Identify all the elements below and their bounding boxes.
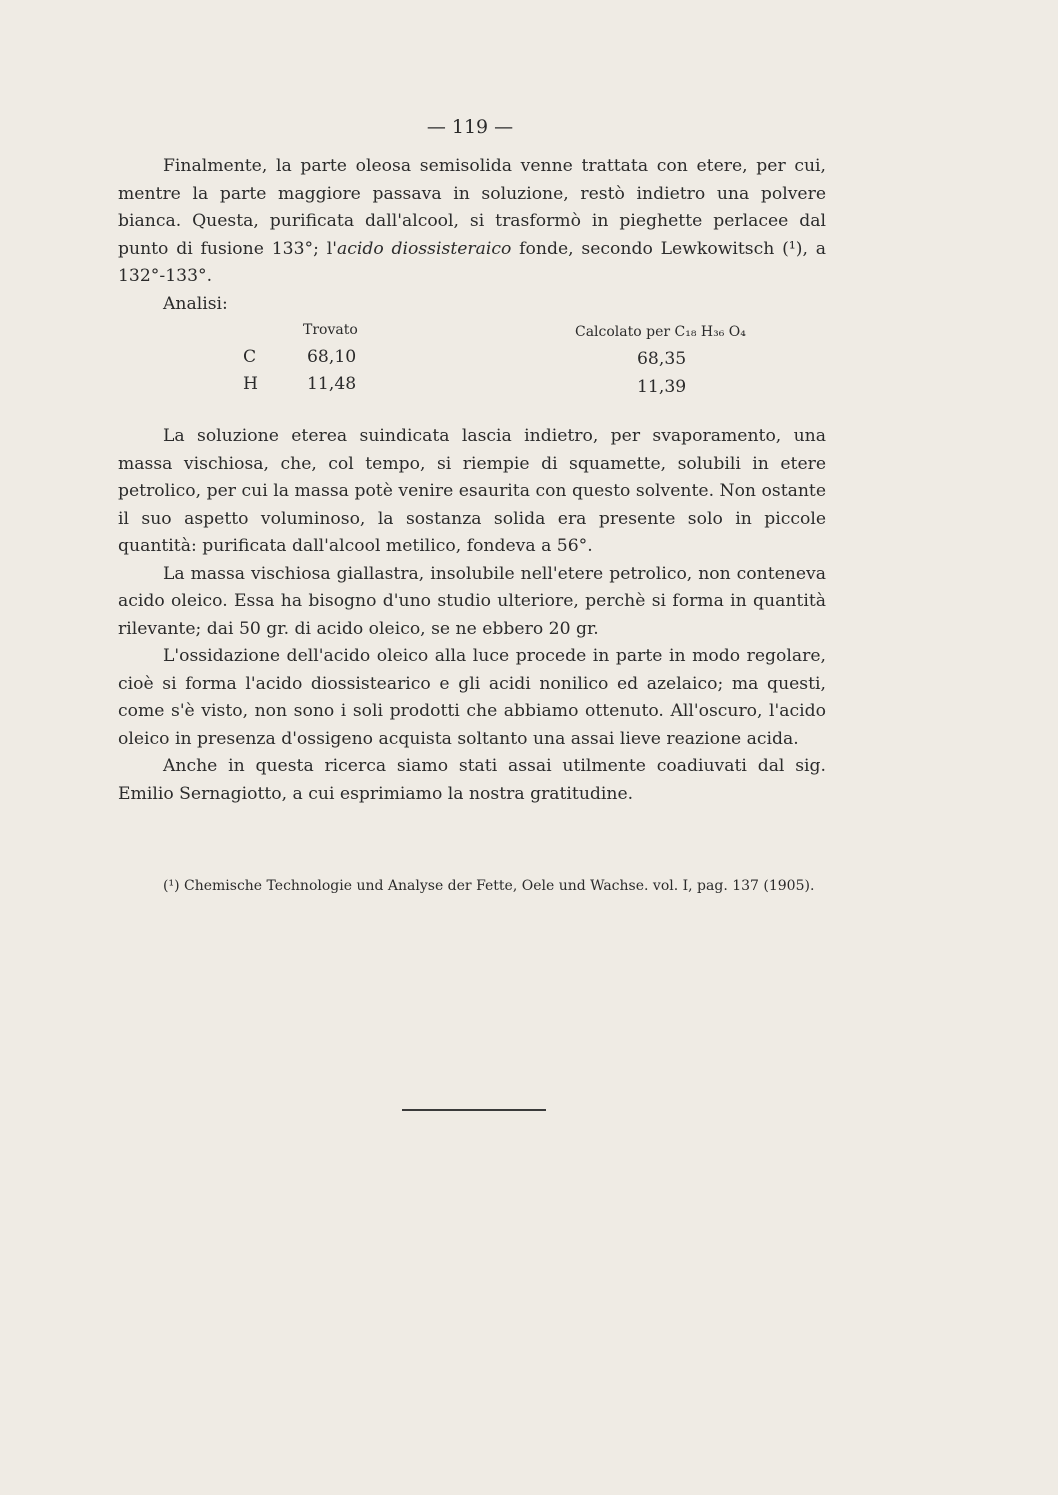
table-header-calc: Calcolato per C₁₈ H₃₆ O₄: [575, 324, 746, 340]
table-row-element: C: [243, 347, 257, 367]
page-number: — 119 —: [426, 116, 514, 138]
footnote: (¹) Chemische Technologie und Analyse der Fette, Oele und Wachse. vol. I, pag. 137 (1905).: [163, 878, 815, 894]
table-row-calc: 11,39: [637, 377, 687, 397]
paragraph-intro: [118, 153, 826, 291]
intro-italic-term: acido diossisteraico: [336, 238, 512, 259]
table-row-element: H: [243, 374, 258, 394]
table-row-calc: 68,35: [637, 349, 687, 369]
body-paragraphs: [118, 423, 826, 808]
end-rule: [402, 1109, 546, 1111]
paragraph: La massa vischiosa giallastra, insolubile nell'etere petrolico, non conteneva acido oleico. Essa ha bisogno d'uno studio ulteriore, perchè si forma in quantità rilevante; dai 50 gr. di acido oleico, se ne ebbero 20 gr.: [118, 563, 826, 639]
intro-text-2: fonde, secondo Lewkowitsch (¹), a 132°-133°.: [118, 238, 826, 286]
table-row-found: 11,48: [307, 374, 357, 394]
analysis-label-block: [118, 291, 826, 319]
paragraph: La soluzione eterea suindicata lascia indietro, per svaporamento, una massa vischiosa, che, col tempo, si riempie di squamette, solubili in etere petrolico, per cui la massa potè venire esaurita con questo solvente. Non ostante il suo aspetto voluminoso, la sostanza solida era presente solo in piccole quantità: purificata dall'alcool metilico, fondeva a 56°.: [118, 426, 826, 556]
table-row-found: 68,10: [307, 347, 357, 367]
analysis-label: Analisi:: [163, 294, 228, 314]
paragraph: Anche in questa ricerca siamo stati assai utilmente coadiuvati dal sig. Emilio Sernagiotto, a cui esprimiamo la nostra gratitudine.: [118, 756, 826, 804]
intro-text-1: Finalmente, la parte oleosa semisolida venne trattata con etere, per cui, mentre la parte maggiore passava in soluzione, restò indietro una polvere bianca. Questa, purificata dall'alcool, si trasformò in pieghette perlacee dal punto di fusione 133°; l': [118, 156, 826, 259]
table-header-found: Trovato: [303, 322, 358, 338]
paragraph: L'ossidazione dell'acido oleico alla luce procede in parte in modo regolare, cioè si forma l'acido diossistearico e gli acidi nonilico ed azelaico; ma questi, come s'è visto, non sono i soli prodotti che abbiamo ottenuto. All'oscuro, l'acido oleico in presenza d'ossigeno acquista soltanto una assai lieve reazione acida.: [118, 646, 826, 749]
